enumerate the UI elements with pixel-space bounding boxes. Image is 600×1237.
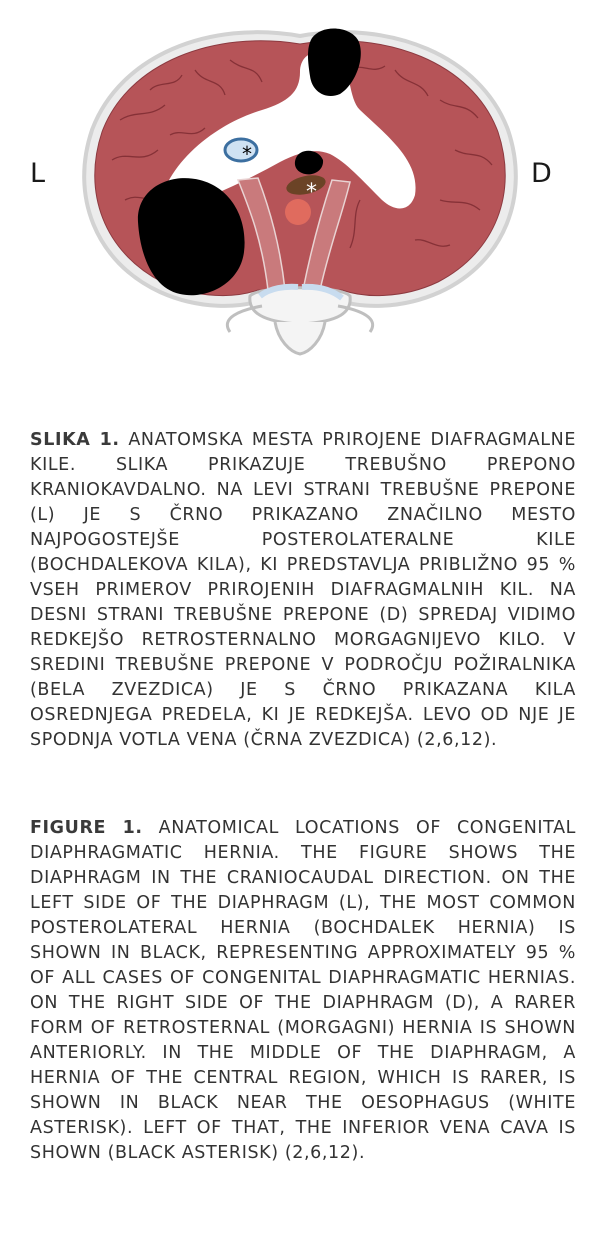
right-side-label: D xyxy=(531,158,552,189)
caption-english xyxy=(30,816,576,1166)
caption-slovenian-text: ANATOMSKA MESTA PRIROJENE DIAFRAGMALNE KILE. SLIKA PRIKAZUJE TREBUŠNO PREPONO KRANIOKAVDALNO. NA LEVI STRANI TREBUŠNE PREPONE (L) JE S ČRNO PRIKAZANO ZNAČILNO MESTO NAJPOGOSTEJŠE POSTEROLATERALNE KILE (BOCHDALEKOVA KILA), KI PREDSTAVLJA PRIBLIŽNO 95 % VSEH PRIMEROV PRIROJENIH DIAFRAGMALNIH KIL. NA DESNI STRANI TREBUŠNE PREPONE (D) SPREDAJ VIDIMO REDKEJŠO RETROSTERNALNO MORGAGNIJEVO KILO. V SREDINI TREBUŠNE PREPONE V PODROČJU POŽIRALNIKA (BELA ZVEZDICA) JE S ČRNO PRIKAZANA KILA OSREDNJEGA PREDELA, KI JE REDKEJŠA. LEVO OD NJE JE SPODNJA VOTLA VENA (ČRNA ZVEZDICA) (2,6,12). xyxy=(30,430,576,750)
caption-english-lead: FIGURE 1. xyxy=(30,818,143,838)
caption-slovenian-lead: SLIKA 1. xyxy=(30,430,120,450)
diaphragm-illustration xyxy=(0,0,600,390)
white-asterisk: * xyxy=(306,180,317,205)
vertebra xyxy=(227,287,372,354)
inferior-vena-cava xyxy=(225,139,257,161)
caption-english-text: ANATOMICAL LOCATIONS OF CONGENITAL DIAPHRAGMATIC HERNIA. THE FIGURE SHOWS THE DIAPHRAGM IN THE CRANIOCAUDAL DIRECTION. ON THE LEFT SIDE OF THE DIAPHRAGM (L), THE MOST COMMON POSTEROLATERAL HERNIA (BOCHDALEK HERNIA) IS SHOWN IN BLACK, REPRESENTING APPROXIMATELY 95 % OF ALL CASES OF CONGENITAL DIAPHRAGMATIC HERNIAS. ON THE RIGHT SIDE OF THE DIAPHRAGM (D), A RARER FORM OF RETROSTERNAL (MORGAGNI) HERNIA IS SHOWN ANTERIORLY. IN THE MIDDLE OF THE DIAPHRAGM, A HERNIA OF THE CENTRAL REGION, WHICH IS RARER, IS SHOWN IN BLACK NEAR THE OESOPHAGUS (WHITE ASTERISK). LEFT OF THAT, THE INFERIOR VENA CAVA IS SHOWN (BLACK ASTERISK) (2,6,12). xyxy=(30,818,576,1163)
caption-slovenian xyxy=(30,428,576,753)
left-side-label: L xyxy=(30,158,46,189)
black-asterisk: * xyxy=(242,142,252,166)
